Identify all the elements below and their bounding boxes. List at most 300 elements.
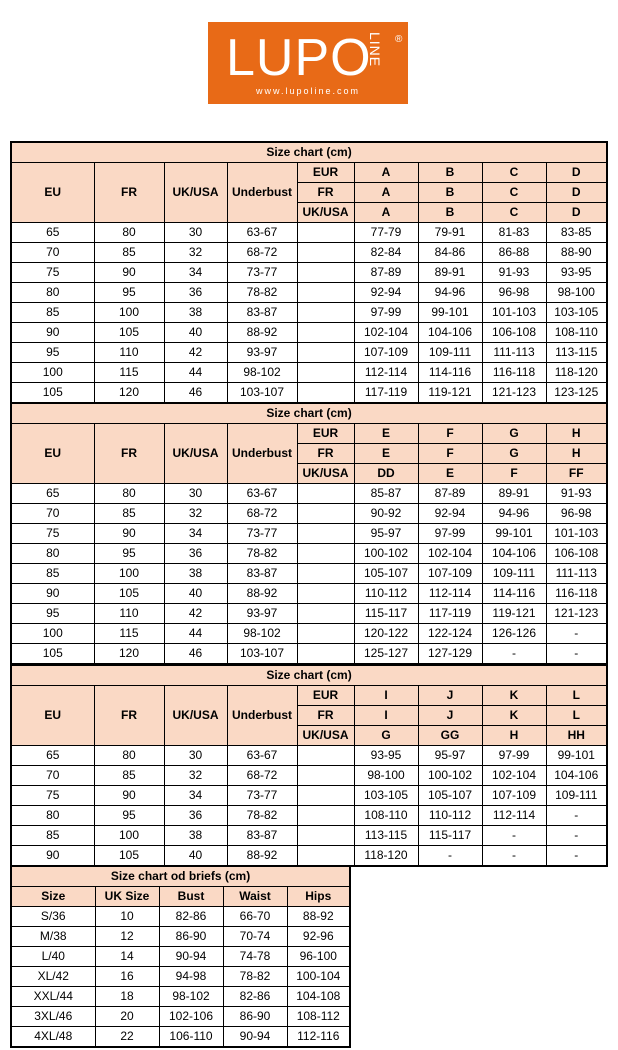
cup-cell: G [482,444,546,464]
logo-url: www.lupoline.com [255,86,361,96]
table-row [11,604,607,624]
table-cell: 98-102 [227,624,297,644]
table-cell: 91-93 [482,263,546,283]
table-cell: 80 [11,544,94,564]
header-cell: UK Size [95,887,159,907]
table-cell: - [546,826,607,846]
table-cell: 93-97 [227,343,297,363]
table-cell: 85 [11,826,94,846]
cup-cell: H [546,424,607,444]
table-cell: 109-111 [546,786,607,806]
table-cell: 42 [164,343,227,363]
table-cell: 74-78 [223,947,287,967]
table-cell: 119-121 [482,604,546,624]
header-cell: Size [11,887,95,907]
table-cell: 80 [11,806,94,826]
table-cell: 86-90 [223,1007,287,1027]
table-cell: 32 [164,243,227,263]
table-cell: 100 [94,564,164,584]
table-cell: 96-100 [287,947,350,967]
cup-cell: F [482,464,546,484]
empty-cell [297,524,354,544]
table-cell: 116-118 [546,584,607,604]
header-underbust: Underbust [227,163,297,223]
table-cell: 100 [94,826,164,846]
table-cell: 88-90 [546,243,607,263]
table-cell: 100-104 [287,967,350,987]
table-cell: 85 [94,243,164,263]
table-cell: XL/42 [11,967,95,987]
table-cell: 86-90 [159,927,223,947]
table-cell: 40 [164,846,227,867]
cup-cell: L [546,706,607,726]
table-cell: 65 [11,484,94,504]
table-cell: - [546,644,607,665]
table-cell: 85 [11,564,94,584]
table-row [11,987,350,1007]
table-cell: 88-92 [227,584,297,604]
table-cell: 90 [94,524,164,544]
table-cell: 115-117 [418,826,482,846]
table-cell: 73-77 [227,263,297,283]
cup-cell: H [546,444,607,464]
cup-cell: B [418,163,482,183]
table-cell: 111-113 [482,343,546,363]
table-cell: 82-86 [159,907,223,927]
table-cell: 99-101 [546,746,607,766]
table-cell: 99-101 [418,303,482,323]
table-cell: 127-129 [418,644,482,665]
table-cell: 88-92 [227,846,297,867]
table-cell: 20 [95,1007,159,1027]
empty-cell [297,383,354,404]
table-cell: 123-125 [546,383,607,404]
table-row [11,826,607,846]
table-cell: 95-97 [418,746,482,766]
table-cell: 112-114 [482,806,546,826]
table-cell: 92-94 [418,504,482,524]
header-cup-fr: FR [297,183,354,203]
table-cell: 102-106 [159,1007,223,1027]
table-cell: 95 [94,283,164,303]
table-cell: 94-96 [482,504,546,524]
cup-cell: H [482,726,546,746]
table-title: Size chart (cm) [11,142,607,163]
table-cell: - [546,624,607,644]
table-cell: 93-95 [354,746,418,766]
table-row [11,263,607,283]
cup-cell: A [354,203,418,223]
table-cell: 44 [164,624,227,644]
table-row [11,584,607,604]
table-cell: 105 [94,584,164,604]
table-cell: 95 [11,604,94,624]
header-fr: FR [94,163,164,223]
header-underbust: Underbust [227,686,297,746]
table-cell: 75 [11,524,94,544]
table-cell: 110 [94,343,164,363]
table-cell: 108-110 [546,323,607,343]
table-cell: 79-91 [418,223,482,243]
table-cell: 84-86 [418,243,482,263]
table-row [11,363,607,383]
table-row [11,243,607,263]
table-cell: 96-98 [482,283,546,303]
table-cell: 97-99 [354,303,418,323]
table-cell: 68-72 [227,766,297,786]
table-cell: 63-67 [227,484,297,504]
header-cup-fr: FR [297,444,354,464]
table-cell: 14 [95,947,159,967]
table-cell: 90 [11,584,94,604]
table-cell: - [482,846,546,867]
table-cell: 100 [11,624,94,644]
table-cell: 86-88 [482,243,546,263]
table-cell: 105-107 [354,564,418,584]
table-cell: 119-121 [418,383,482,404]
table-cell: 114-116 [482,584,546,604]
table-cell: 38 [164,303,227,323]
table-cell: 105 [94,846,164,867]
table-cell: 99-101 [482,524,546,544]
table-cell: 12 [95,927,159,947]
table-row [11,504,607,524]
table-cell: 121-123 [482,383,546,404]
table-cell: 121-123 [546,604,607,624]
table-cell: 78-82 [227,283,297,303]
table-cell: 95 [11,343,94,363]
table-cell: 100 [94,303,164,323]
table-cell: 78-82 [227,544,297,564]
table-row [11,947,350,967]
table-cell: 112-116 [287,1027,350,1048]
table-cell: 18 [95,987,159,1007]
table-cell: 83-87 [227,564,297,584]
size-chart-table-3 [10,664,608,867]
empty-cell [297,766,354,786]
briefs-size-chart-table [10,865,351,1048]
table-cell: 105 [11,383,94,404]
cup-cell: I [354,686,418,706]
logo-word: LUPO [226,29,372,87]
table-cell: 78-82 [223,967,287,987]
table-cell: 107-109 [418,564,482,584]
table-cell: 77-79 [354,223,418,243]
table-cell: 91-93 [546,484,607,504]
table-cell: 40 [164,323,227,343]
header-underbust: Underbust [227,424,297,484]
table-cell: 115-117 [354,604,418,624]
table-cell: 117-119 [354,383,418,404]
table-cell: 107-109 [482,786,546,806]
table-cell: 32 [164,766,227,786]
header-fr: FR [94,424,164,484]
table-cell: 113-115 [354,826,418,846]
empty-cell [297,644,354,665]
table-cell: 108-110 [354,806,418,826]
table-cell: 83-87 [227,826,297,846]
table-cell: 38 [164,826,227,846]
table-row [11,907,350,927]
cup-cell: G [354,726,418,746]
header-cup-uk: UK/USA [297,726,354,746]
table-cell: 109-111 [418,343,482,363]
cup-cell: HH [546,726,607,746]
table-cell: 40 [164,584,227,604]
table-cell: 120 [94,383,164,404]
empty-cell [297,604,354,624]
cup-cell: K [482,686,546,706]
cup-cell: J [418,686,482,706]
empty-cell [297,223,354,243]
header-cup-eur: EUR [297,686,354,706]
table-cell: 70 [11,766,94,786]
cup-cell: D [546,163,607,183]
table-cell: 112-114 [354,363,418,383]
table-row [11,746,607,766]
table-cell: 66-70 [223,907,287,927]
table-cell: 115 [94,363,164,383]
size-chart-table-2 [10,402,608,665]
table-cell: 106-108 [482,323,546,343]
table-cell: 90 [94,263,164,283]
table-cell: 100-102 [354,544,418,564]
empty-cell [297,504,354,524]
registered-mark: ® [395,34,403,45]
empty-cell [297,786,354,806]
cup-cell: J [418,706,482,726]
table-cell: 92-96 [287,927,350,947]
table-cell: 95 [94,544,164,564]
table-cell: 30 [164,223,227,243]
table-cell: 85 [94,766,164,786]
header-cell: Bust [159,887,223,907]
empty-cell [297,806,354,826]
table-cell: 104-106 [418,323,482,343]
table-cell: 105 [11,644,94,665]
table-cell: 82-86 [223,987,287,1007]
table-cell: 115 [94,624,164,644]
table-cell: 34 [164,524,227,544]
table-row [11,564,607,584]
table-cell: 126-126 [482,624,546,644]
table-row [11,524,607,544]
table-cell: - [482,826,546,846]
header-eu: EU [11,686,94,746]
table-cell: 110 [94,604,164,624]
table-cell: 10 [95,907,159,927]
table-row [11,283,607,303]
table-row [11,766,607,786]
table-cell: 110-112 [354,584,418,604]
table-cell: 104-108 [287,987,350,1007]
cup-cell: B [418,183,482,203]
table-cell: 92-94 [354,283,418,303]
table-cell: XXL/44 [11,987,95,1007]
header-cup-uk: UK/USA [297,203,354,223]
table-cell: 89-91 [482,484,546,504]
header-cell: Hips [287,887,350,907]
table-cell: 70 [11,504,94,524]
table-cell: - [546,846,607,867]
table-cell: 102-104 [418,544,482,564]
table-cell: 110-112 [418,806,482,826]
header-cup-eur: EUR [297,424,354,444]
cup-cell: G [482,424,546,444]
table-cell: 70-74 [223,927,287,947]
empty-cell [297,564,354,584]
empty-cell [297,303,354,323]
table-row [11,624,607,644]
table-cell: 42 [164,604,227,624]
table-cell: 80 [94,484,164,504]
table-cell: 90 [11,323,94,343]
table-cell: 104-106 [482,544,546,564]
table-row [11,1007,350,1027]
table-cell: 93-95 [546,263,607,283]
table-cell: - [482,644,546,665]
table-cell: 82-84 [354,243,418,263]
table-cell: 88-92 [227,323,297,343]
table-title: Size chart od briefs (cm) [11,866,350,887]
table-cell: 16 [95,967,159,987]
table-cell: 98-100 [354,766,418,786]
empty-cell [297,846,354,867]
cup-cell: E [354,444,418,464]
table-cell: 3XL/46 [11,1007,95,1027]
table-row [11,927,350,947]
table-cell: 68-72 [227,243,297,263]
table-cell: 73-77 [227,524,297,544]
table-cell: 90-94 [159,947,223,967]
table-cell: 75 [11,786,94,806]
cup-cell: GG [418,726,482,746]
lupoline-logo [208,22,408,104]
table-cell: 80 [94,223,164,243]
table-cell: 36 [164,544,227,564]
table-cell: 104-106 [546,766,607,786]
table-cell: 83-85 [546,223,607,243]
empty-cell [297,323,354,343]
cup-cell: DD [354,464,418,484]
table-cell: 95 [94,806,164,826]
cup-cell: F [418,424,482,444]
table-cell: 98-100 [546,283,607,303]
table-cell: 96-98 [546,504,607,524]
table-row [11,806,607,826]
table-cell: 88-92 [287,907,350,927]
table-cell: 114-116 [418,363,482,383]
logo-side-text: LINE [367,32,383,68]
table-cell: 106-108 [546,544,607,564]
table-cell: 102-104 [482,766,546,786]
table-cell: 93-97 [227,604,297,624]
cup-cell: C [482,203,546,223]
table-cell: 111-113 [546,564,607,584]
empty-cell [297,826,354,846]
cup-cell: C [482,183,546,203]
table-cell: 108-112 [287,1007,350,1027]
size-chart-table-1 [10,141,608,404]
cup-cell: D [546,183,607,203]
table-cell: 85 [94,504,164,524]
table-row [11,1027,350,1048]
table-cell: 63-67 [227,223,297,243]
table-cell: 101-103 [482,303,546,323]
empty-cell [297,746,354,766]
cup-cell: A [354,183,418,203]
header-ukusa: UK/USA [164,424,227,484]
cup-cell: L [546,686,607,706]
header-cup-uk: UK/USA [297,464,354,484]
table-cell: 87-89 [354,263,418,283]
table-row [11,967,350,987]
table-cell: 125-127 [354,644,418,665]
table-cell: 105 [94,323,164,343]
header-cup-fr: FR [297,706,354,726]
table-cell: 117-119 [418,604,482,624]
table-row [11,383,607,404]
table-cell: 116-118 [482,363,546,383]
header-eu: EU [11,163,94,223]
table-cell: 118-120 [546,363,607,383]
table-cell: 90 [11,846,94,867]
table-cell: 103-107 [227,644,297,665]
table-row [11,544,607,564]
table-cell: 112-114 [418,584,482,604]
table-cell: 98-102 [227,363,297,383]
header-cup-eur: EUR [297,163,354,183]
table-row [11,786,607,806]
empty-cell [297,484,354,504]
table-cell: 113-115 [546,343,607,363]
header-eu: EU [11,424,94,484]
cup-cell: D [546,203,607,223]
table-cell: 65 [11,746,94,766]
table-row [11,223,607,243]
table-cell: - [418,846,482,867]
empty-cell [297,544,354,564]
table-cell: 80 [11,283,94,303]
empty-cell [297,624,354,644]
table-cell: 68-72 [227,504,297,524]
table-cell: 101-103 [546,524,607,544]
table-cell: 22 [95,1027,159,1048]
table-cell: 103-107 [227,383,297,404]
table-cell: 70 [11,243,94,263]
table-cell: 97-99 [418,524,482,544]
table-row [11,484,607,504]
table-cell: 98-102 [159,987,223,1007]
table-cell: 118-120 [354,846,418,867]
header-ukusa: UK/USA [164,686,227,746]
table-row [11,303,607,323]
table-cell: 94-96 [418,283,482,303]
table-cell: 75 [11,263,94,283]
empty-cell [297,243,354,263]
header-cell: Waist [223,887,287,907]
cup-cell: A [354,163,418,183]
table-title: Size chart (cm) [11,403,607,424]
table-cell: 73-77 [227,786,297,806]
table-cell: 100 [11,363,94,383]
table-cell: 102-104 [354,323,418,343]
cup-cell: E [354,424,418,444]
table-cell: 46 [164,383,227,404]
cup-cell: F [418,444,482,464]
table-cell: 106-110 [159,1027,223,1048]
table-row [11,323,607,343]
